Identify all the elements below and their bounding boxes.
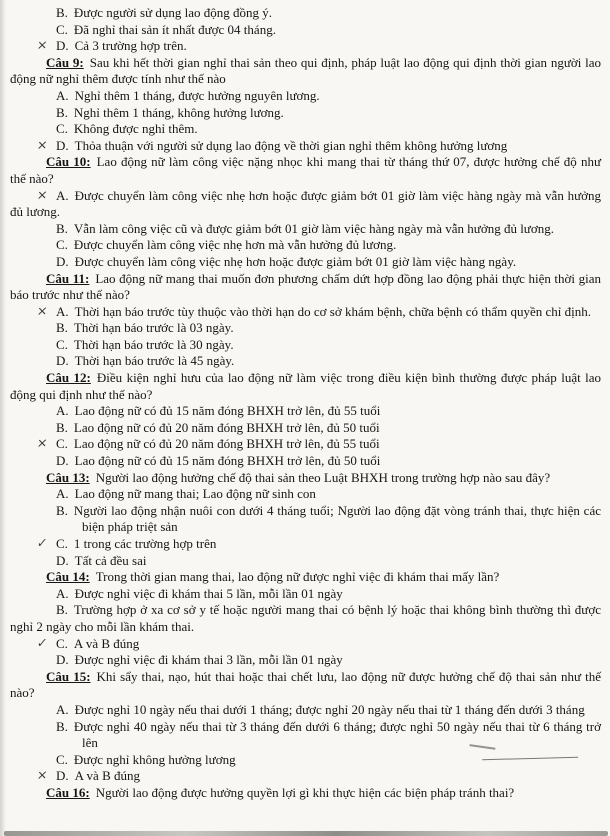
answer-text: Được chuyển làm công việc nhẹ hơn hoặc được giảm bớt 01 giờ làm việc hàng ngày mà vẫn hưởng đủ lương. bbox=[10, 187, 601, 220]
answer-label: C. bbox=[56, 237, 68, 253]
handwritten-x-mark: × bbox=[36, 766, 49, 783]
answer-option bbox=[10, 453, 601, 470]
answer-option bbox=[10, 337, 601, 354]
answer-label: D. bbox=[56, 652, 69, 668]
handwritten-x-mark: × bbox=[36, 186, 49, 202]
handwritten-x-mark: × bbox=[36, 302, 49, 319]
answer-text: Lao động nữ có đủ 20 năm đóng BHXH trở lên, đủ 55 tuổi bbox=[73, 436, 380, 452]
answer-text: Được chuyển làm công việc nhẹ hơn mà vẫn hưởng đủ lương. bbox=[73, 237, 397, 253]
answer-label: A. bbox=[56, 486, 69, 502]
handwritten-x-mark: × bbox=[36, 136, 49, 153]
answer-option bbox=[10, 553, 601, 570]
answer-label: C. bbox=[56, 536, 68, 551]
question-text: Điều kiện nghỉ hưu của lao động nữ làm việc trong điều kiện bình thường được pháp luật lao động qui định như thế nào? bbox=[10, 370, 602, 402]
question-number: Câu 13: bbox=[46, 469, 90, 485]
answer-text: Trường hợp ở xa cơ sở y tế hoặc người mang thai có bệnh lý hoặc thai không bình thường thì được nghỉ 2 ngày cho mỗi lần khám thai. bbox=[10, 602, 601, 634]
answer-label: D. bbox=[56, 137, 69, 153]
answer-text: Thời hạn báo trước tùy thuộc vào thời hạn do cơ sở khám bệnh, chữa bệnh có thẩm quyền chỉ định. bbox=[74, 303, 591, 319]
answer-text: Lao động nữ có đủ 15 năm đóng BHXH trở lên, đủ 50 tuổi bbox=[74, 453, 381, 469]
handwritten-check-mark: ✓ bbox=[36, 534, 49, 551]
answer-label: B. bbox=[56, 320, 68, 336]
answer-text: 1 trong các trường hợp trên bbox=[73, 536, 217, 551]
answer-option bbox=[10, 768, 601, 785]
answer-label: B. bbox=[56, 602, 68, 618]
answer-text: Được người sử dụng lao động đồng ý. bbox=[73, 5, 273, 20]
answer-option bbox=[10, 105, 601, 122]
question-text: Trong thời gian mang thai, lao động nữ được nghỉ việc đi khám thai mấy lần? bbox=[95, 569, 500, 585]
answer-option bbox=[10, 586, 601, 603]
answer-option bbox=[10, 652, 601, 669]
answer-label: B. bbox=[56, 419, 68, 435]
answer-label: C. bbox=[56, 21, 68, 37]
answer-option bbox=[10, 752, 601, 769]
question-number: Câu 16: bbox=[46, 784, 90, 800]
answer-option bbox=[10, 38, 601, 55]
answer-text: Người lao động nhận nuôi con dưới 4 tháng tuổi; Người lao động đặt vòng tránh thai, thực hiện các biện pháp triệt sản bbox=[73, 502, 601, 535]
handwritten-x-mark: × bbox=[36, 36, 49, 53]
answer-label: A. bbox=[56, 585, 69, 601]
answer-option bbox=[10, 221, 601, 238]
answer-text: Tất cả đều sai bbox=[74, 552, 147, 568]
answer-option bbox=[10, 503, 601, 536]
answer-label: A. bbox=[56, 403, 69, 419]
question-block bbox=[10, 271, 601, 304]
answer-label: D. bbox=[56, 552, 69, 568]
question-text: Người lao động được hưởng quyền lợi gì khi thực hiện các biện pháp tránh thai? bbox=[95, 784, 515, 800]
answer-text: Lao động nữ mang thai; Lao động nữ sinh con bbox=[74, 486, 316, 502]
answer-label: C. bbox=[56, 635, 68, 651]
answer-option bbox=[10, 436, 601, 453]
answer-option bbox=[10, 188, 601, 221]
answer-label: C. bbox=[56, 436, 68, 452]
answer-label: C. bbox=[56, 121, 68, 137]
answer-text: Lao động nữ có đủ 15 năm đóng BHXH trở lên, đủ 55 tuổi bbox=[74, 403, 381, 419]
question-number: Câu 10: bbox=[46, 154, 91, 170]
handwritten-check-mark: ✓ bbox=[36, 634, 49, 650]
answer-text: Đã nghỉ thai sản ít nhất được 04 tháng. bbox=[73, 21, 276, 37]
question-text: Khi sẩy thai, nạo, hút thai hoặc thai chết lưu, lao động nữ được hưởng chế độ thai sản như thế nào? bbox=[10, 668, 601, 701]
answer-text: Cả 3 trường hợp trên. bbox=[74, 38, 187, 54]
question-number: Câu 11: bbox=[46, 270, 90, 286]
answer-option bbox=[10, 88, 601, 105]
question-block bbox=[10, 569, 601, 586]
question-number: Câu 12: bbox=[46, 370, 91, 386]
answer-label: D. bbox=[56, 453, 69, 469]
answer-label: C. bbox=[56, 751, 68, 767]
answer-text: Được nghỉ 10 ngày nếu thai dưới 1 tháng; được nghỉ 20 ngày nếu thai từ 1 tháng đến dưới 3 tháng bbox=[74, 701, 585, 717]
answer-text: Được nghỉ việc đi khám thai 5 lần, mỗi lần 01 ngày bbox=[74, 585, 343, 601]
answer-option bbox=[10, 719, 601, 752]
answer-option bbox=[10, 602, 601, 635]
answer-text: A và B đúng bbox=[74, 768, 141, 784]
answer-label: A. bbox=[56, 701, 69, 717]
question-text: Người lao động hưởng chế độ thai sản theo Luật BHXH trong trường hợp nào sau đây? bbox=[95, 469, 551, 485]
answer-text: Được nghỉ việc đi khám thai 3 lần, mỗi lần 01 ngày bbox=[74, 652, 343, 668]
answer-text: Được nghỉ không hưởng lương bbox=[73, 751, 236, 767]
question-number: Câu 15: bbox=[46, 668, 91, 684]
answer-option bbox=[10, 138, 601, 155]
answer-label: D. bbox=[56, 253, 69, 269]
answer-label: A. bbox=[56, 87, 69, 103]
answer-option bbox=[10, 420, 601, 437]
answer-text: Được chuyển làm công việc nhẹ hơn hoặc được giảm bớt 01 giờ làm việc hàng ngày. bbox=[74, 253, 517, 269]
answer-label: B. bbox=[56, 220, 68, 236]
answer-text: Nghỉ thêm 1 tháng, được hưởng nguyên lương. bbox=[74, 87, 320, 103]
answer-option bbox=[10, 403, 601, 420]
question-text: Sau khi hết thời gian nghỉ thai sản theo qui định, pháp luật lao động qui định thời gian người lao động nữ nghỉ thêm được tính như thế nào bbox=[10, 54, 601, 87]
question-block bbox=[10, 370, 601, 403]
answer-option bbox=[10, 702, 601, 719]
question-number: Câu 14: bbox=[46, 569, 90, 585]
answer-text: Thời hạn báo trước là 03 ngày. bbox=[73, 320, 234, 336]
scan-bottom-smudge bbox=[4, 831, 608, 836]
answer-option bbox=[10, 353, 601, 370]
answer-option bbox=[10, 304, 601, 321]
answer-option bbox=[10, 5, 601, 22]
question-text: Lao động nữ làm công việc nặng nhọc khi mang thai từ tháng thứ 07, được hưởng chế độ như thế nào? bbox=[10, 154, 601, 186]
answer-text: A và B đúng bbox=[73, 635, 140, 651]
question-block bbox=[10, 470, 601, 487]
answer-label: D. bbox=[56, 353, 69, 369]
scan-edge-shadow bbox=[0, 0, 6, 836]
answer-label: B. bbox=[56, 104, 68, 120]
answer-text: Nghỉ thêm 1 tháng, không hưởng lương. bbox=[73, 104, 284, 120]
answer-option bbox=[10, 486, 601, 503]
question-text: Lao động nữ mang thai muốn đơn phương chấm dứt hợp đồng lao động phải thực hiện thời gian báo trước như thế nào? bbox=[10, 270, 601, 303]
answer-option bbox=[10, 237, 601, 254]
answer-label: D. bbox=[56, 38, 69, 54]
question-number: Câu 9: bbox=[46, 54, 84, 70]
answer-text: Vẫn làm công việc cũ và được giảm bớt 01 giờ làm việc hàng ngày mà vẫn hưởng đủ lương. bbox=[73, 220, 554, 236]
answer-option bbox=[10, 636, 601, 653]
answer-text: Lao động nữ có đủ 20 năm đóng BHXH trở lên, đủ 50 tuổi bbox=[73, 419, 380, 435]
answer-label: B. bbox=[56, 5, 68, 20]
handwritten-x-mark: × bbox=[36, 435, 49, 451]
answer-text: Thời hạn báo trước là 30 ngày. bbox=[73, 336, 234, 352]
answer-option bbox=[10, 536, 601, 553]
question-block bbox=[10, 669, 601, 702]
answer-label: B. bbox=[56, 718, 68, 734]
answer-option bbox=[10, 320, 601, 337]
answer-text: Được nghỉ 40 ngày nếu thai từ 3 tháng đến dưới 6 tháng; được nghỉ 50 ngày nếu thai từ 6 tháng trở lên bbox=[73, 718, 601, 751]
question-block bbox=[10, 154, 601, 187]
answer-option bbox=[10, 254, 601, 271]
question-block bbox=[10, 55, 601, 88]
answer-label: B. bbox=[56, 502, 68, 518]
answer-label: C. bbox=[56, 336, 68, 352]
answer-label: A. bbox=[56, 303, 69, 319]
answer-text: Không được nghỉ thêm. bbox=[73, 121, 198, 137]
answer-label: A. bbox=[56, 187, 69, 203]
answer-option bbox=[10, 22, 601, 39]
answer-text: Thời hạn báo trước là 45 ngày. bbox=[74, 353, 235, 369]
answer-label: D. bbox=[56, 768, 69, 784]
answer-text: Thỏa thuận với người sử dụng lao động về thời gian nghỉ thêm không hưởng lương bbox=[74, 137, 508, 153]
answer-option bbox=[10, 121, 601, 138]
question-block bbox=[10, 785, 601, 802]
